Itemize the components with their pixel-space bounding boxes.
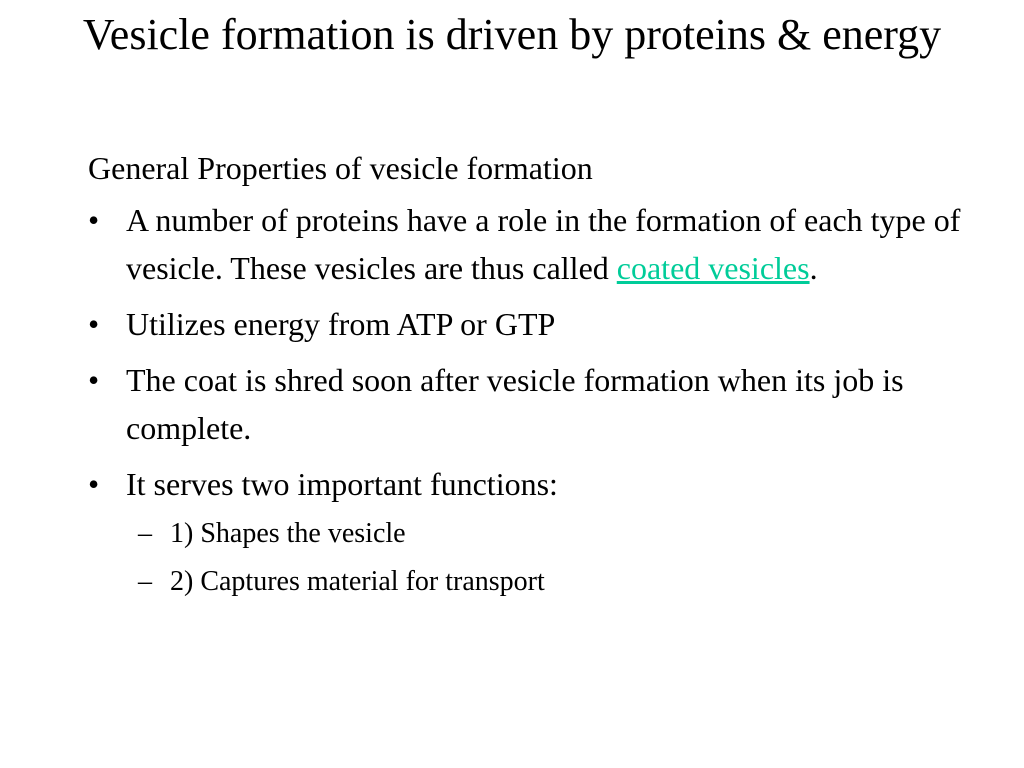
bullet-marker: • [88, 466, 100, 502]
coated-vesicles-link[interactable]: coated vesicles [616, 250, 810, 286]
sub-bullet-item [88, 564, 968, 600]
sub-bullet-marker: – [138, 518, 152, 549]
slide-body [88, 146, 968, 612]
bullet-marker: • [88, 202, 100, 238]
slide-title: Vesicle formation is driven by proteins & energy [82, 10, 942, 59]
bullet-item [88, 356, 968, 452]
sub-bullet-item [88, 516, 968, 552]
sub-bullet-marker: – [138, 566, 152, 597]
sub-bullet-text: 1) Shapes the vesicle [170, 518, 406, 549]
bullet-item [88, 196, 968, 292]
section-heading: General Properties of vesicle formation [88, 150, 593, 186]
bullet-item [88, 460, 968, 508]
bullet-marker: • [88, 362, 100, 398]
bullet-text: It serves two important functions: [126, 466, 558, 502]
bullet-text: A number of proteins have a role in the formation of each type of vesicle. These vesicles are thus called [126, 202, 961, 286]
sub-bullet-text: 2) Captures material for transport [170, 566, 545, 597]
bullet-text: Utilizes energy from ATP or GTP [126, 306, 556, 342]
bullet-text: The coat is shred soon after vesicle formation when its job is complete. [126, 362, 904, 446]
bullet-text-end: . [809, 250, 818, 286]
bullet-marker: • [88, 306, 100, 342]
bullet-item [88, 300, 968, 348]
